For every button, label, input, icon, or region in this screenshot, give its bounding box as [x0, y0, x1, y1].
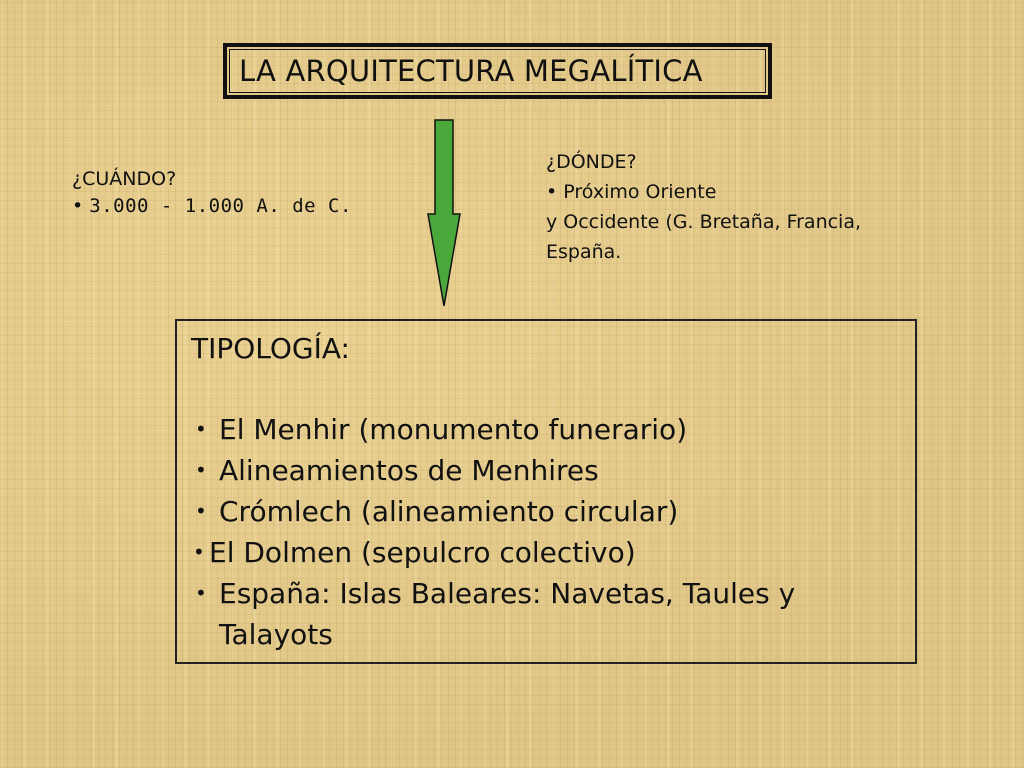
when-section: [72, 166, 352, 220]
typology-heading: [191, 329, 903, 369]
list-bullet: •: [195, 581, 207, 605]
list-bullet: •: [195, 458, 207, 482]
when-bullet: •: [72, 195, 84, 217]
list-item-text: Alineamientos de Menhires: [219, 454, 599, 487]
list-item: [191, 573, 903, 655]
list-item: [191, 491, 903, 532]
where-heading-word: DÓNDE: [556, 151, 627, 173]
typology-heading-word: TIPOLOGÍA: [191, 332, 341, 365]
list-item-text: España: Islas Baleares: Navetas, Taules y Talayots: [219, 577, 796, 651]
where-bullet: •: [546, 181, 558, 203]
where-bullet-line: [546, 177, 861, 207]
where-heading-suffix: ?: [626, 151, 637, 173]
list-item: [191, 532, 903, 573]
where-line-1: Próximo Oriente: [563, 181, 717, 203]
list-bullet: •: [193, 540, 205, 564]
when-value: 3.000 - 1.000 A. de C.: [89, 195, 352, 217]
when-heading-prefix: ¿: [72, 168, 83, 190]
where-heading-prefix: ¿: [546, 151, 557, 173]
where-section: [546, 147, 861, 267]
list-item: [191, 450, 903, 491]
where-heading: [546, 147, 861, 177]
list-item-text: El Dolmen (sepulcro colectivo): [209, 536, 636, 569]
down-arrow-shape: [428, 120, 460, 306]
typology-box: [175, 319, 917, 664]
when-heading-word: CUÁNDO: [82, 168, 167, 190]
title-box: [223, 43, 772, 99]
page-title: LA ARQUITECTURA MEGALÍTICA: [239, 54, 703, 88]
list-bullet: •: [195, 499, 207, 523]
when-bullet-line: [72, 193, 352, 220]
list-item-text: El Menhir (monumento funerario): [219, 413, 688, 446]
list-bullet: •: [195, 417, 207, 441]
typology-list: [191, 409, 903, 655]
where-line-3: España.: [546, 241, 622, 263]
when-heading-suffix: ?: [166, 168, 177, 190]
down-arrow-icon: [426, 118, 462, 308]
list-item: [191, 409, 903, 450]
typology-heading-suffix: :: [340, 332, 350, 365]
list-item-text: Crómlech (alineamiento circular): [219, 495, 679, 528]
when-heading: [72, 166, 352, 193]
where-line-2: y Occidente (G. Bretaña, Francia,: [546, 211, 862, 233]
